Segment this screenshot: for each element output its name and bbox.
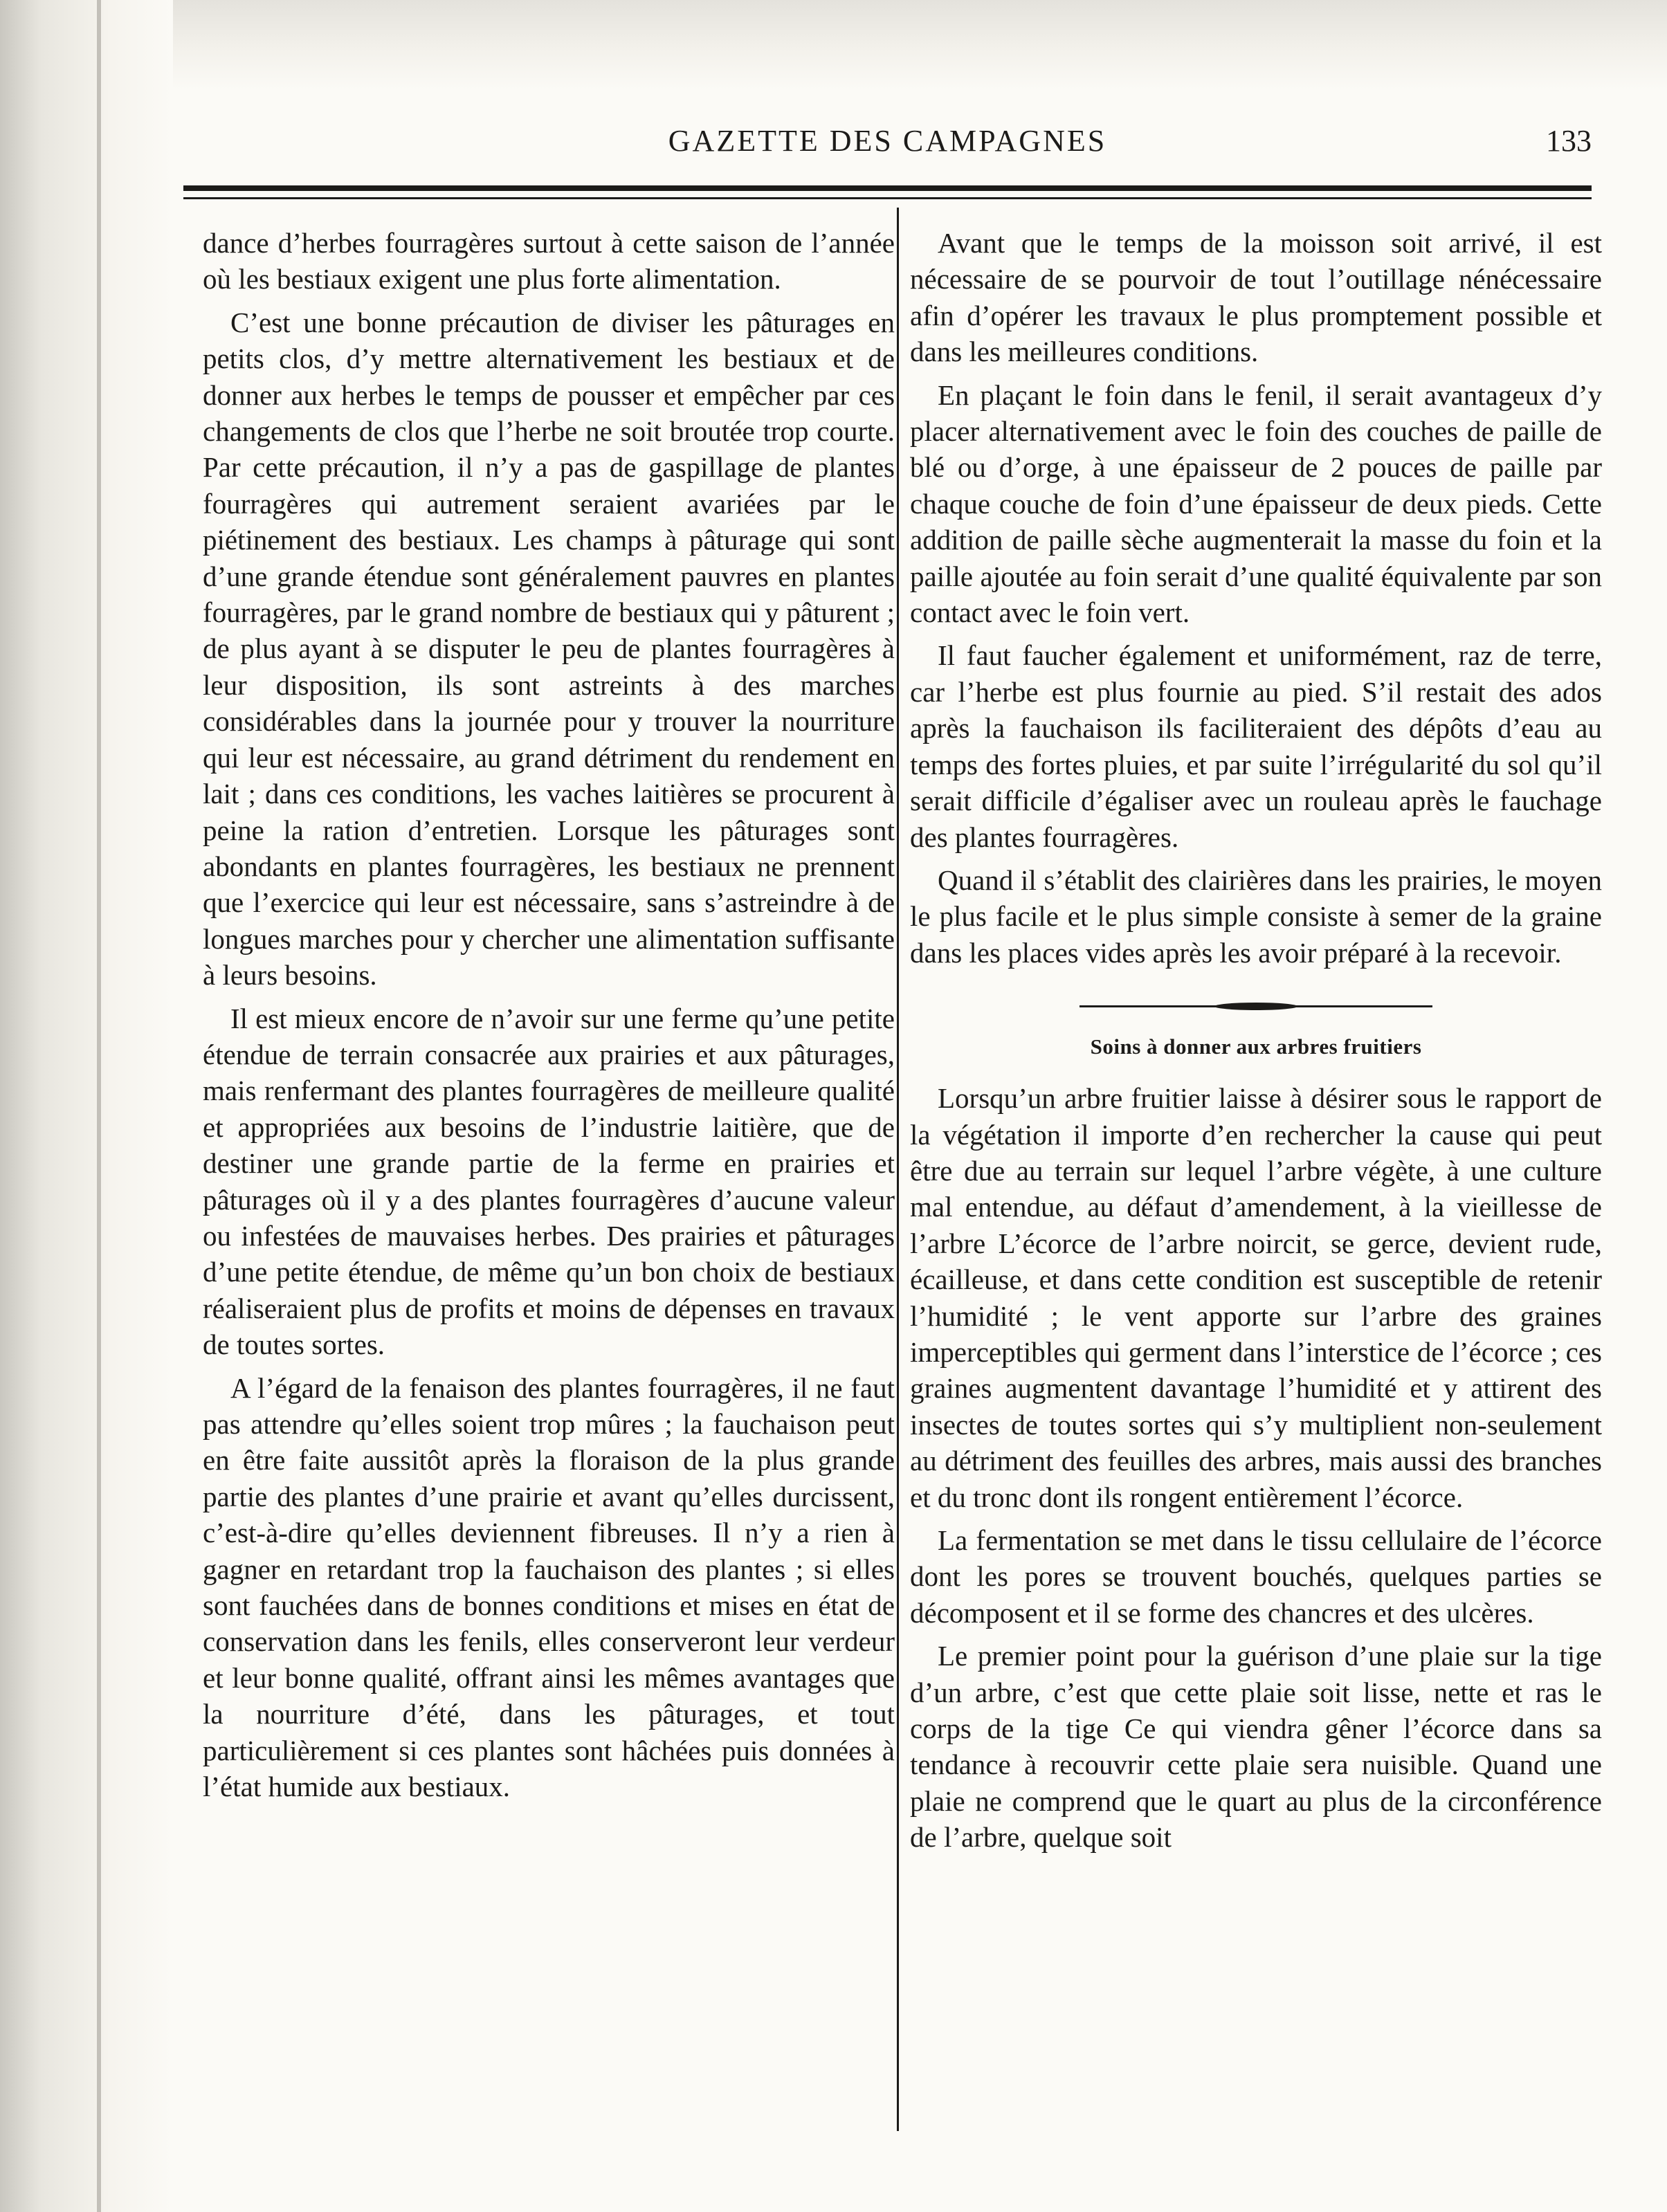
column-divider [897,208,899,2131]
section-ornament [910,987,1602,1023]
section-heading: Soins à donner aux arbres fruitiers [1090,1034,1422,1059]
running-header [183,123,1592,172]
header-rule-thin [183,197,1592,199]
left-column [203,225,895,1811]
ornament-swell [1214,1003,1297,1010]
left-paragraph-1: dance d’herbes fourragères surtout à cette saison de l’année où les bestiaux exigent une plus forte alimentation. [203,227,895,295]
binding-shadow [97,0,101,2212]
left-paragraph-4: A l’égard de la fenaison des plantes fourragères, il ne faut pas attendre qu’elles soient trop mûres ; la fauchaison peut en être faite aussitôt après la floraison de la plus grande partie des plantes d’une prairie et avant qu’elles durcissent, c’est-à-dire qu’elles deviennent fibreuses. Il n’y a rien à gagner en retardant trop la fauchaison des plantes ; si elles sont fauchées dans de bonnes conditions et mises en état de conservation dans les fenils, elles conserveront leur verdeur et leur bonne qualité, offrant ainsi les mêmes avantages que la nourriture d’été, dans les pâturages, et tout particulièrement si ces plantes sont hâchées puis données à l’état humide aux bestiaux. [203,1371,895,1803]
right-paragraph-2: En plaçant le foin dans le fenil, il serait avantageux d’y placer alternativement avec le foin des couches de paille de blé ou d’orge, à une épaisseur de 2 pouces de paille par chaque couche de foin d’une épaisseur de deux pieds. Cette addition de paille sèche augmenterait la masse du foin et la paille ajoutée au foin serait d’une qualité équivalente par son contact avec le foin vert. [910,378,1602,629]
left-paragraph-2: C’est une bonne précaution de diviser les pâturages en petits clos, d’y mettre alternativement les bestiaux et de donner aux herbes le temps de pousser et empêcher par ces changements de clos que l’herbe ne soit broutée trop courte. Par cette précaution, il n’y a pas de gaspillage de plantes fourragères qui autrement seraient avariées par le piétinement des bestiaux. Les champs à pâturage qui sont d’une grande étendue sont généralement pauvres en plantes fourragères, par le grand nombre de bestiaux qui y pâturent ; de plus ayant à se disputer le peu de plantes fourragères à leur disposition, ils sont astreints à des marches considérables dans la journée pour y trouver la nourriture qui leur est nécessaire, au grand détriment du rendement en lait ; dans ces conditions, les vaches laitières se procurent à peine la ration d’entretien. Lorsque les pâturages sont abondants en plantes fourragères, les bestiaux ne prennent que l’exercice qui leur est nécessaire, sans s’astreindre à de longues marches pour y chercher une alimentation suffisante à leurs besoins. [203,306,895,991]
right-paragraph-1: Avant que le temps de la moisson soit arrivé, il est nécessaire de se pourvoir de tout l’outillage nénécessaire afin d’opérer les travaux le plus promptement possible et dans les meilleures conditions. [910,227,1602,368]
header-rule-thick [183,185,1592,191]
right-paragraph-5: Lorsqu’un arbre fruitier laisse à désirer sous le rapport de la végétation il importe d’en rechercher la cause qui peut être due au terrain sur lequel l’arbre végète, à une culture mal entendue, au défaut d’amendement, à la vieillesse de l’arbre L’écorce de l’arbre noircit, se gerce, devient rude, écailleuse, et dans cette condition est susceptible de retenir l’humidité ; le vent apporte sur l’arbre des graines imperceptibles qui germent dans l’interstice de l’écorce ; ces graines augmentent davantage l’humidité et y attirent des insectes de toutes sortes qui s’y multiplient non-seulement au détriment des feuilles des arbres, mais aussi des branches et du tronc dont ils rongent entièrement l’écorce. [910,1082,1602,1513]
right-paragraph-6: La fermentation se met dans le tissu cellulaire de l’écorce dont les pores se trouvent bouchés, quelques parties se décomposent et il se forme des chancres et des ulcères. [910,1524,1602,1629]
right-paragraph-3: Il faut faucher également et uniformément, raz de terre, car l’herbe est plus fournie au pied. S’il restait des ados après la fauchaison ils faciliteraient des dépôts d’eau au temps des fortes pluies, et par suite l’irrégularité du sol qu’il serait difficile d’égaliser avec un rouleau après le fauchage des plantes fourragères. [910,639,1602,853]
scan-binding-edge [0,0,173,2212]
page-number: 133 [1546,124,1592,158]
running-title: GAZETTE DES CAMPAGNES [668,124,1107,158]
right-column [910,225,1602,1863]
scan-top-margin [0,0,1667,90]
left-paragraph-3: Il est mieux encore de n’avoir sur une ferme qu’une petite étendue de terrain consacrée aux prairies et aux pâturages, mais renfermant des plantes fourragères de meilleure qualité et appropriées aux besoins de l’industrie laitière, que de destiner une grande partie de la ferme en prairies et pâturages où il y a des plantes fourragères d’aucune valeur ou infestées de mauvaises herbes. Des prairies et pâturages d’une petite étendue, de même qu’un bon choix de bestiaux réaliseraient plus de profits et moins de dépenses en travaux de toutes sortes. [203,1002,895,1361]
right-paragraph-4: Quand il s’établit des clairières dans les prairies, le moyen le plus facile et le plus simple consiste à semer de la graine dans les places vides après les avoir préparé à la recevoir. [910,863,1602,969]
right-paragraph-7: Le premier point pour la guérison d’une plaie sur la tige d’un arbre, c’est que cette plaie soit lisse, nette et ras le corps de la tige Ce qui viendra gêner l’écorce dans sa tendance à recouvrir cette plaie sera nuisible. Quand une plaie ne comprend que le quart au plus de la circonférence de l’arbre, quelque soit [910,1640,1602,1854]
